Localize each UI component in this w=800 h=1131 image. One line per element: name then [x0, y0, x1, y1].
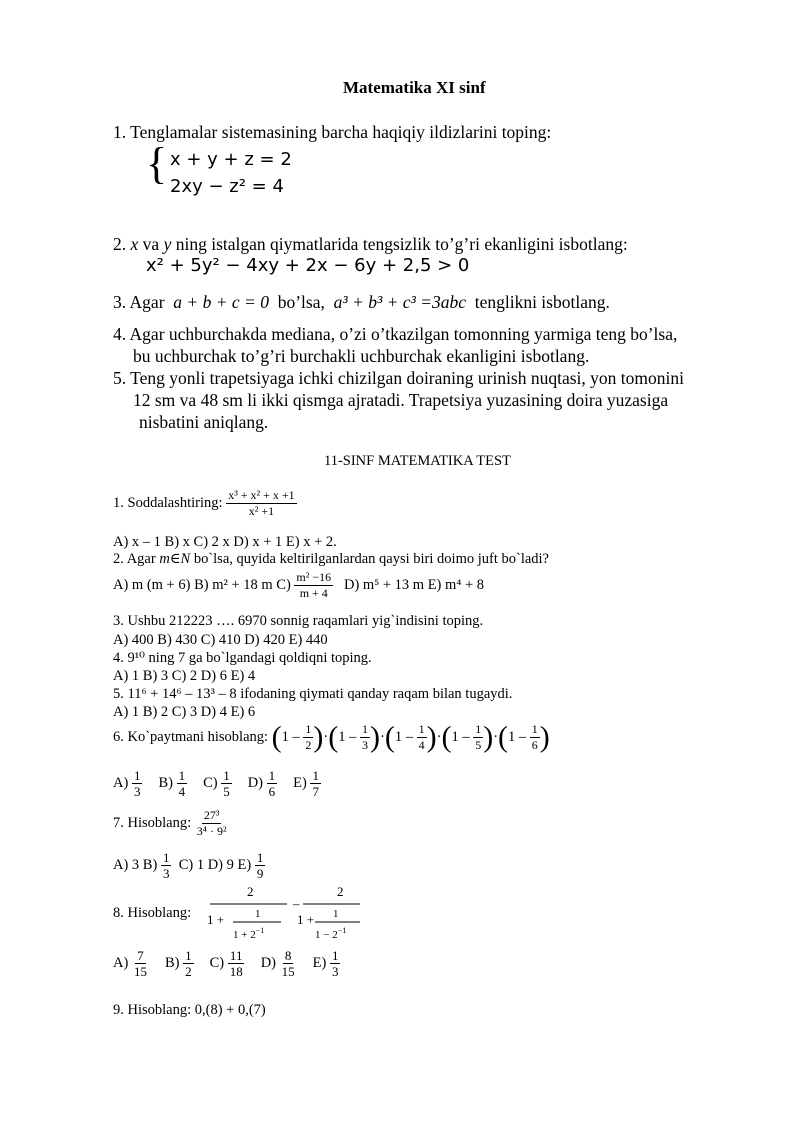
paren-open: (	[271, 720, 282, 754]
paren-open: (	[384, 720, 395, 754]
paren-close: )	[483, 720, 494, 754]
test-6-option-fraction	[267, 768, 278, 799]
question-2	[113, 234, 628, 254]
factor-one-minus: 1 –	[451, 728, 474, 745]
test-4: 4. 9¹⁰ ning 7 ga bo`lgandagi qoldiqni toping.	[113, 650, 372, 666]
test-7-answers	[113, 850, 265, 881]
paren-open: (	[328, 720, 339, 754]
test-3: 3. Ushbu 212223 …. 6970 sonnig raqamlari yig`indisini toping.	[113, 613, 484, 629]
factor-fraction-denominator: 6	[531, 738, 538, 752]
test-2-answers-rest: D) m⁵ + 13 m E) m⁴ + 8	[343, 576, 485, 593]
test-7-b-fraction	[161, 850, 172, 881]
factor-fraction-denominator: 2	[305, 738, 312, 752]
test-6-option-fraction-numerator: 1	[312, 768, 319, 783]
test-6-option-label: B)	[158, 774, 177, 791]
factor-one-minus: 1 –	[394, 728, 417, 745]
test-1-label: 1. Soddalashtiring:	[113, 494, 223, 511]
test-8-option-fraction-denominator: 18	[229, 964, 243, 979]
page-title: Matematika XI sinf	[343, 78, 486, 97]
test-7	[113, 808, 229, 839]
test-7-b-numerator: 1	[162, 850, 170, 865]
test-7-e-fraction	[255, 850, 266, 881]
test-2-c-numerator: m² −16	[296, 570, 332, 584]
question-5-line-3: nisbatini aniqlang.	[139, 412, 269, 432]
test-8-option-fraction-denominator: 3	[331, 964, 339, 979]
system-brace: {	[146, 139, 168, 188]
test-8-option-label: E)	[312, 954, 330, 971]
question-3-identity: a³ + b³ + c³ =3abc	[333, 292, 466, 312]
question-3-condition: a + b + c = 0	[173, 292, 269, 312]
factor-fraction-numerator: 1	[531, 722, 538, 736]
factor-fraction	[530, 722, 540, 753]
test-8-option-label: A)	[113, 954, 132, 971]
test-title: 11-SINF MATEMATIKA TEST	[324, 453, 511, 469]
test-9: 9. Hisoblang: 0,(8) + 0,(7)	[113, 1002, 266, 1018]
question-2-number: 2.	[113, 234, 127, 254]
var-y: y	[163, 234, 172, 254]
test-1-fraction	[226, 488, 297, 519]
paren-open: (	[498, 720, 509, 754]
test-6-option-fraction-denominator: 7	[312, 784, 319, 799]
t8-one-plus-2: 1 +	[297, 912, 315, 927]
test-6-option-fraction-numerator: 1	[133, 768, 141, 783]
test-8-answers	[113, 948, 340, 979]
test-6-option-fraction	[177, 768, 188, 799]
test-2-c-denominator: m + 4	[299, 586, 328, 600]
t8-inner-num-1: 1	[255, 908, 261, 920]
test-6-option-fraction-numerator: 1	[268, 768, 276, 783]
question-3-lead: 3. Agar	[113, 292, 165, 312]
test-7-denominator: 3⁴ · 9²	[196, 824, 227, 838]
test-8-option-fraction	[132, 948, 149, 979]
test-2	[113, 551, 549, 568]
test-2-answer-c-fraction	[294, 570, 333, 601]
paren-close: )	[426, 720, 437, 754]
test-6-option-fraction-denominator: 4	[178, 784, 186, 799]
question-3-tail: tenglikni isbotlang.	[474, 292, 610, 312]
test-8-option-fraction-denominator: 2	[185, 964, 192, 979]
t8-minus: –	[293, 896, 300, 911]
factor-one-minus: 1 –	[281, 728, 304, 745]
question-3	[113, 292, 610, 312]
test-3-answers: A) 400 B) 430 C) 410 D) 420 E) 440	[113, 632, 328, 648]
inequality-formula: x² + 5y² − 4xy + 2x − 6y + 2,5 > 0	[146, 255, 470, 276]
question-5-line-2: 12 sm va 48 sm li ikki qismga ajratadi. Trapetsiya yuzasining doira yuzasiga	[133, 390, 669, 410]
product-dot: ·	[493, 728, 499, 745]
factor-one-minus: 1 –	[508, 728, 530, 745]
test-6-option-fraction	[132, 768, 143, 799]
test-6	[113, 722, 550, 753]
test-8-option-label: B)	[164, 954, 184, 971]
test-1	[113, 488, 297, 519]
test-7-e-denominator: 9	[256, 866, 264, 881]
test-8-option-fraction-numerator: 7	[137, 948, 144, 963]
question-4-line-2: bu uchburchak to’g’ri burchakli uchburchak ekanligini isbotlang.	[133, 346, 590, 366]
factor-fraction-denominator: 5	[475, 738, 482, 752]
product-dot: ·	[380, 728, 385, 745]
test-1-denominator: x² +1	[248, 504, 275, 518]
test-8-option-fraction-numerator: 1	[331, 948, 339, 963]
question-3-mid: bo’lsa,	[277, 292, 325, 312]
test-6-option-fraction-denominator: 3	[133, 784, 141, 799]
factor-fraction-numerator: 1	[362, 722, 369, 736]
test-8-option-fraction-numerator: 1	[185, 948, 192, 963]
test-4-answers: A) 1 B) 3 C) 2 D) 6 E) 4	[113, 668, 256, 684]
test-8-option-fraction	[183, 948, 194, 979]
test-6-option-fraction	[221, 768, 232, 799]
test-2-answers-a: A) m (m + 6) B) m² + 18 m C)	[113, 576, 291, 593]
factor-one-minus: 1 –	[338, 728, 361, 745]
factor-fraction-numerator: 1	[475, 722, 482, 736]
test-8-option-fraction-numerator: 11	[229, 948, 243, 963]
test-8-label: 8. Hisoblang:	[113, 905, 192, 921]
test-6-option-label: E)	[293, 774, 311, 791]
test-2-label: 2. Agar	[113, 551, 156, 567]
paren-close: )	[539, 720, 550, 754]
test-6-option-fraction-numerator: 1	[178, 768, 186, 783]
product-dot: ·	[436, 728, 442, 745]
test-8-option-label: C)	[209, 954, 228, 971]
test-7-e-numerator: 1	[256, 850, 264, 865]
test-5: 5. 11⁶ + 14⁶ – 13³ – 8 ifodaning qiymati qanday raqam bilan tugaydi.	[113, 686, 513, 702]
test-6-label: 6. Ko`paytmani hisoblang:	[113, 728, 269, 745]
test-8-option-fraction	[228, 948, 245, 979]
paren-close: )	[370, 720, 381, 754]
question-4-line-1: 4. Agar uchburchakda mediana, o’zi o’tkazilgan tomonning yarmiga teng bo’lsa,	[113, 324, 678, 344]
test-6-option-fraction-denominator: 5	[223, 784, 230, 799]
question-5-line-1: 5. Teng yonli trapetsiyaga ichki chizilgan doiraning urinish nuqtasi, yon tomonini	[113, 368, 684, 388]
test-7-label: 7. Hisoblang:	[113, 814, 192, 831]
test-8-option-fraction	[330, 948, 341, 979]
test-8-option-label: D)	[260, 954, 280, 971]
test-5-answers: A) 1 B) 2 C) 3 D) 4 E) 6	[113, 704, 256, 720]
test-6-option-fraction-denominator: 6	[268, 784, 276, 799]
t8-inner-num-2: 1	[333, 908, 339, 920]
question-1: 1. Tenglamalar sistemasining barcha haqiqiy ildizlarini toping:	[113, 122, 552, 142]
t8-inner-den-1: $1 + 2^{-1}$	[233, 926, 265, 941]
test-8-option-fraction-denominator: 15	[133, 964, 147, 979]
test-7-b-denominator: 3	[162, 866, 170, 881]
t8-num-2: 2	[337, 884, 344, 899]
test-8-expression	[205, 880, 365, 948]
test-6-option-label: D)	[247, 774, 267, 791]
test-7-fraction	[195, 808, 229, 839]
test-8-option-fraction-denominator: 15	[281, 964, 295, 979]
factor-fraction-denominator: 3	[362, 738, 369, 752]
factor-fraction	[360, 722, 370, 753]
test-6-option-label: C)	[203, 774, 222, 791]
test-1-answers: A) x – 1 B) x C) 2 x D) x + 1 E) x + 2.	[113, 534, 337, 550]
test-6-option-fraction-numerator: 1	[223, 768, 230, 783]
test-6-option-label: A)	[113, 774, 132, 791]
test-6-answers	[113, 768, 321, 799]
factor-fraction-numerator: 1	[418, 722, 425, 736]
t8-num-1: 2	[247, 884, 254, 899]
factor-fraction-numerator: 1	[305, 722, 312, 736]
word-va: va	[142, 234, 160, 254]
test-2-condition: m∈N	[159, 551, 191, 567]
paren-open: (	[441, 720, 452, 754]
product-dot: ·	[323, 728, 329, 745]
paren-close: )	[313, 720, 324, 754]
t8-inner-den-2: $1 - 2^{-1}$	[315, 926, 347, 941]
test-1-numerator: x³ + x² + x +1	[228, 488, 295, 502]
test-6-option-fraction	[310, 768, 321, 799]
t8-one-plus-1: 1 +	[207, 912, 225, 927]
test-6-product	[271, 720, 550, 754]
test-7-answers-mid: C) 1 D) 9 E)	[178, 856, 252, 873]
factor-fraction	[417, 722, 427, 753]
test-8-option-fraction-numerator: 8	[284, 948, 292, 963]
question-2-rest: ning istalgan qiymatlarida tengsizlik to’g’ri ekanligini isbotlang:	[175, 234, 628, 254]
factor-fraction	[473, 722, 483, 753]
factor-fraction	[303, 722, 313, 753]
system-equation-2: 2xy − z² = 4	[170, 176, 284, 197]
test-7-answers-a: A) 3 B)	[113, 856, 158, 873]
test-7-numerator: 27³	[203, 808, 220, 822]
test-2-answers	[113, 570, 484, 601]
test-8-option-fraction	[280, 948, 297, 979]
factor-fraction-denominator: 4	[418, 738, 425, 752]
test-2-rest: bo`lsa, quyida keltirilganlardan qaysi biri doimo juft bo`ladi?	[193, 551, 549, 567]
var-x: x	[130, 234, 139, 254]
system-equation-1: x + y + z = 2	[170, 149, 292, 170]
